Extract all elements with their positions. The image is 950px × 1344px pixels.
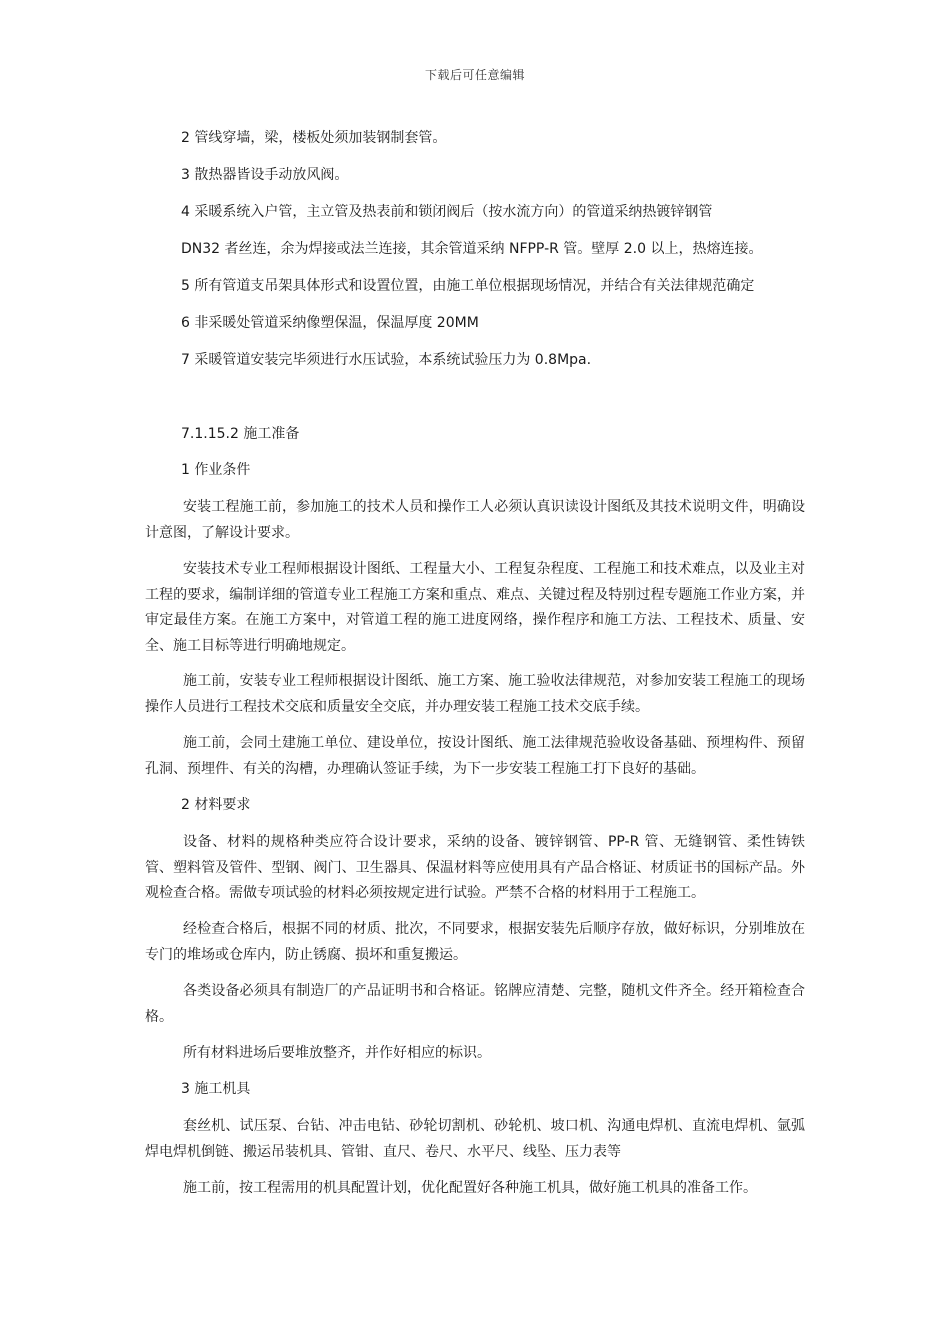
paragraph: 施工前，按工程需用的机具配置计划，优化配置好各种施工机具，做好施工机具的准备工作。 xyxy=(183,1180,757,1196)
list-item: 4 采暖系统入户管，主立管及热表前和锁闭阀后（按水流方向）的管道采纳热镀锌钢管 xyxy=(181,204,713,220)
list-item: 3 散热器皆设手动放风阀。 xyxy=(181,167,349,183)
subsection-title: 2 材料要求 xyxy=(181,797,251,813)
paragraph: 套丝机、试压泵、台钻、冲击电钻、砂轮切割机、砂轮机、坡口机、沟通电焊机、直流电焊机、氩弧焊电焊机倒链、搬运吊装机具、管钳、直尺、卷尺、水平尺、线坠、压力表等 xyxy=(145,1118,805,1160)
list-item: DN32 者丝连，余为焊接或法兰连接，其余管道采纳 NFPP-R 管。壁厚 2.0 以上，热熔连接。 xyxy=(181,241,763,257)
section-title: 7.1.15.2 施工准备 xyxy=(181,426,300,442)
subsection-title: 3 施工机具 xyxy=(181,1081,251,1097)
paragraph: 安装工程施工前，参加施工的技术人员和操作工人必须认真识读设计图纸及其技术说明文件，明确设计意图，了解设计要求。 xyxy=(145,499,805,541)
list-item: 5 所有管道支吊架具体形式和设置位置，由施工单位根据现场情况，并结合有关法律规范确定 xyxy=(181,278,755,294)
paragraph: 设备、材料的规格种类应符合设计要求，采纳的设备、镀锌钢管、PP-R 管、无缝钢管、柔性铸铁管、塑料管及管件、型钢、阀门、卫生器具、保温材料等应使用具有产品合格证、材质证书的国标产品。外观检查合格。需做专项试验的材料必须按规定进行试验。严禁不合格的材料用于工程施工。 xyxy=(145,834,805,901)
paragraph: 经检查合格后，根据不同的材质、批次，不同要求，根据安装先后顺序存放，做好标识，分别堆放在专门的堆场或仓库内，防止锈腐、损坏和重复搬运。 xyxy=(145,921,805,963)
list-item: 6 非采暖处管道采纳像塑保温，保温厚度 20MM xyxy=(181,315,479,331)
paragraph: 安装技术专业工程师根据设计图纸、工程量大小、工程复杂程度、工程施工和技术难点，以及业主对工程的要求，编制详细的管道专业工程施工方案和重点、难点、关键过程及特别过程专题施工作业方案，并审定最佳方案。在施工方案中，对管道工程的施工进度网络，操作程序和施工方法、工程技术、质量、安全、施工目标等进行明确地规定。 xyxy=(145,561,805,654)
subsection-title: 1 作业条件 xyxy=(181,462,251,478)
paragraph: 施工前，会同土建施工单位、建设单位，按设计图纸、施工法律规范验收设备基础、预埋构件、预留孔洞、预埋件、有关的沟槽，办理确认签证手续，为下一步安装工程施工打下良好的基础。 xyxy=(145,735,805,777)
list-item: 7 采暖管道安装完毕须进行水压试验，本系统试验压力为 0.8Mpa. xyxy=(181,352,592,368)
list-item: 2 管线穿墙，梁，楼板处须加装钢制套管。 xyxy=(181,130,447,146)
paragraph: 施工前，安装专业工程师根据设计图纸、施工方案、施工验收法律规范，对参加安装工程施工的现场操作人员进行工程技术交底和质量安全交底，并办理安装工程施工技术交底手续。 xyxy=(145,673,805,715)
page-header: 下载后可任意编辑 xyxy=(424,68,525,82)
paragraph: 各类设备必须具有制造厂的产品证明书和合格证。铭牌应清楚、完整，随机文件齐全。经开箱检查合格。 xyxy=(145,983,805,1025)
paragraph: 所有材料进场后要堆放整齐，并作好相应的标识。 xyxy=(183,1045,491,1061)
